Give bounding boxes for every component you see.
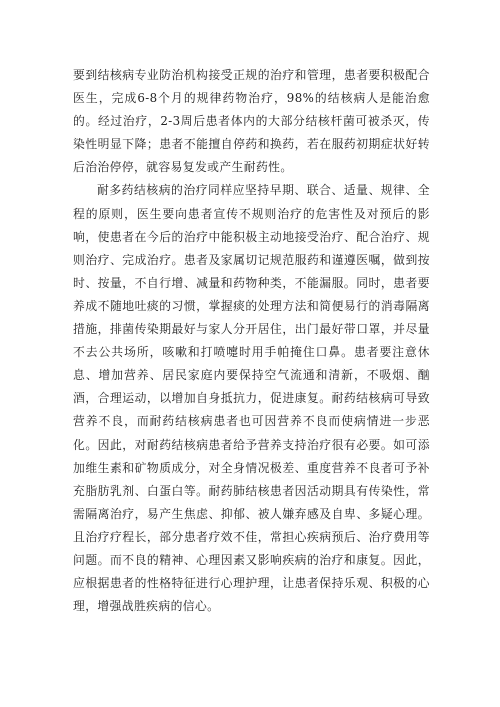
paragraph-1: 要到结核病专业防治机构接受正规的治疗和管理，患者要积极配合医生，完成6-8个月的规律药物治疗，98%的结核病人是能治愈的。经过治疗，2-3周后患者体内的大部分结核杆菌可被杀灭，传染性明显下降；患者不能擅自停药和换药，若在服药初期症状好转后治治停停，就容易复发或产生耐药性。 — [73, 68, 430, 175]
document-body — [73, 64, 430, 618]
paragraph-2: 耐多药结核病的治疗同样应坚持早期、联合、适量、规律、全程的原则，医生要向患者宣传不规则治疗的危害性及对预后的影响，使患者在今后的治疗中能积极主动地接受治疗、配合治疗、规则治疗、完成治疗。患者及家属切记规范服药和谨遵医嘱，做到按时、按量，不自行增、减量和药物种类，不能漏服。同时，患者要养成不随地吐痰的习惯，掌握痰的处理方法和简便易行的消毒隔离措施，排菌传染期最好与家人分开居住，出门最好带口罩，并尽量不去公共场所，咳嗽和打喷嚏时用手帕掩住口鼻。患者要注意休息、增加营养、居民家庭内要保持空气流通和清新，不吸烟、酗酒，合理运动，以增加自身抵抗力，促进康复。耐药结核病可导致营养不良，而耐药结核病患者也可因营养不良而使病情进一步恶化。因此，对耐药结核病患者给予营养支持治疗很有必要。如可添加维生素和矿物质成分，对全身情况极差、重度营养不良者可予补充脂肪乳剂、白蛋白等。耐药肺结核患者因活动期具有传染性，常需隔离治疗，易产生焦虑、抑郁、被人嫌弃感及自卑、多疑心理。且治疗疗程长，部分患者疗效不佳，常担心疾病预后、治疗费用等问题。而不良的精神、心理因素又影响疾病的治疗和康复。因此，应根据患者的性格特征进行心理护理，让患者保持乐观、积极的心理，增强战胜疾病的信心。 — [73, 183, 430, 614]
